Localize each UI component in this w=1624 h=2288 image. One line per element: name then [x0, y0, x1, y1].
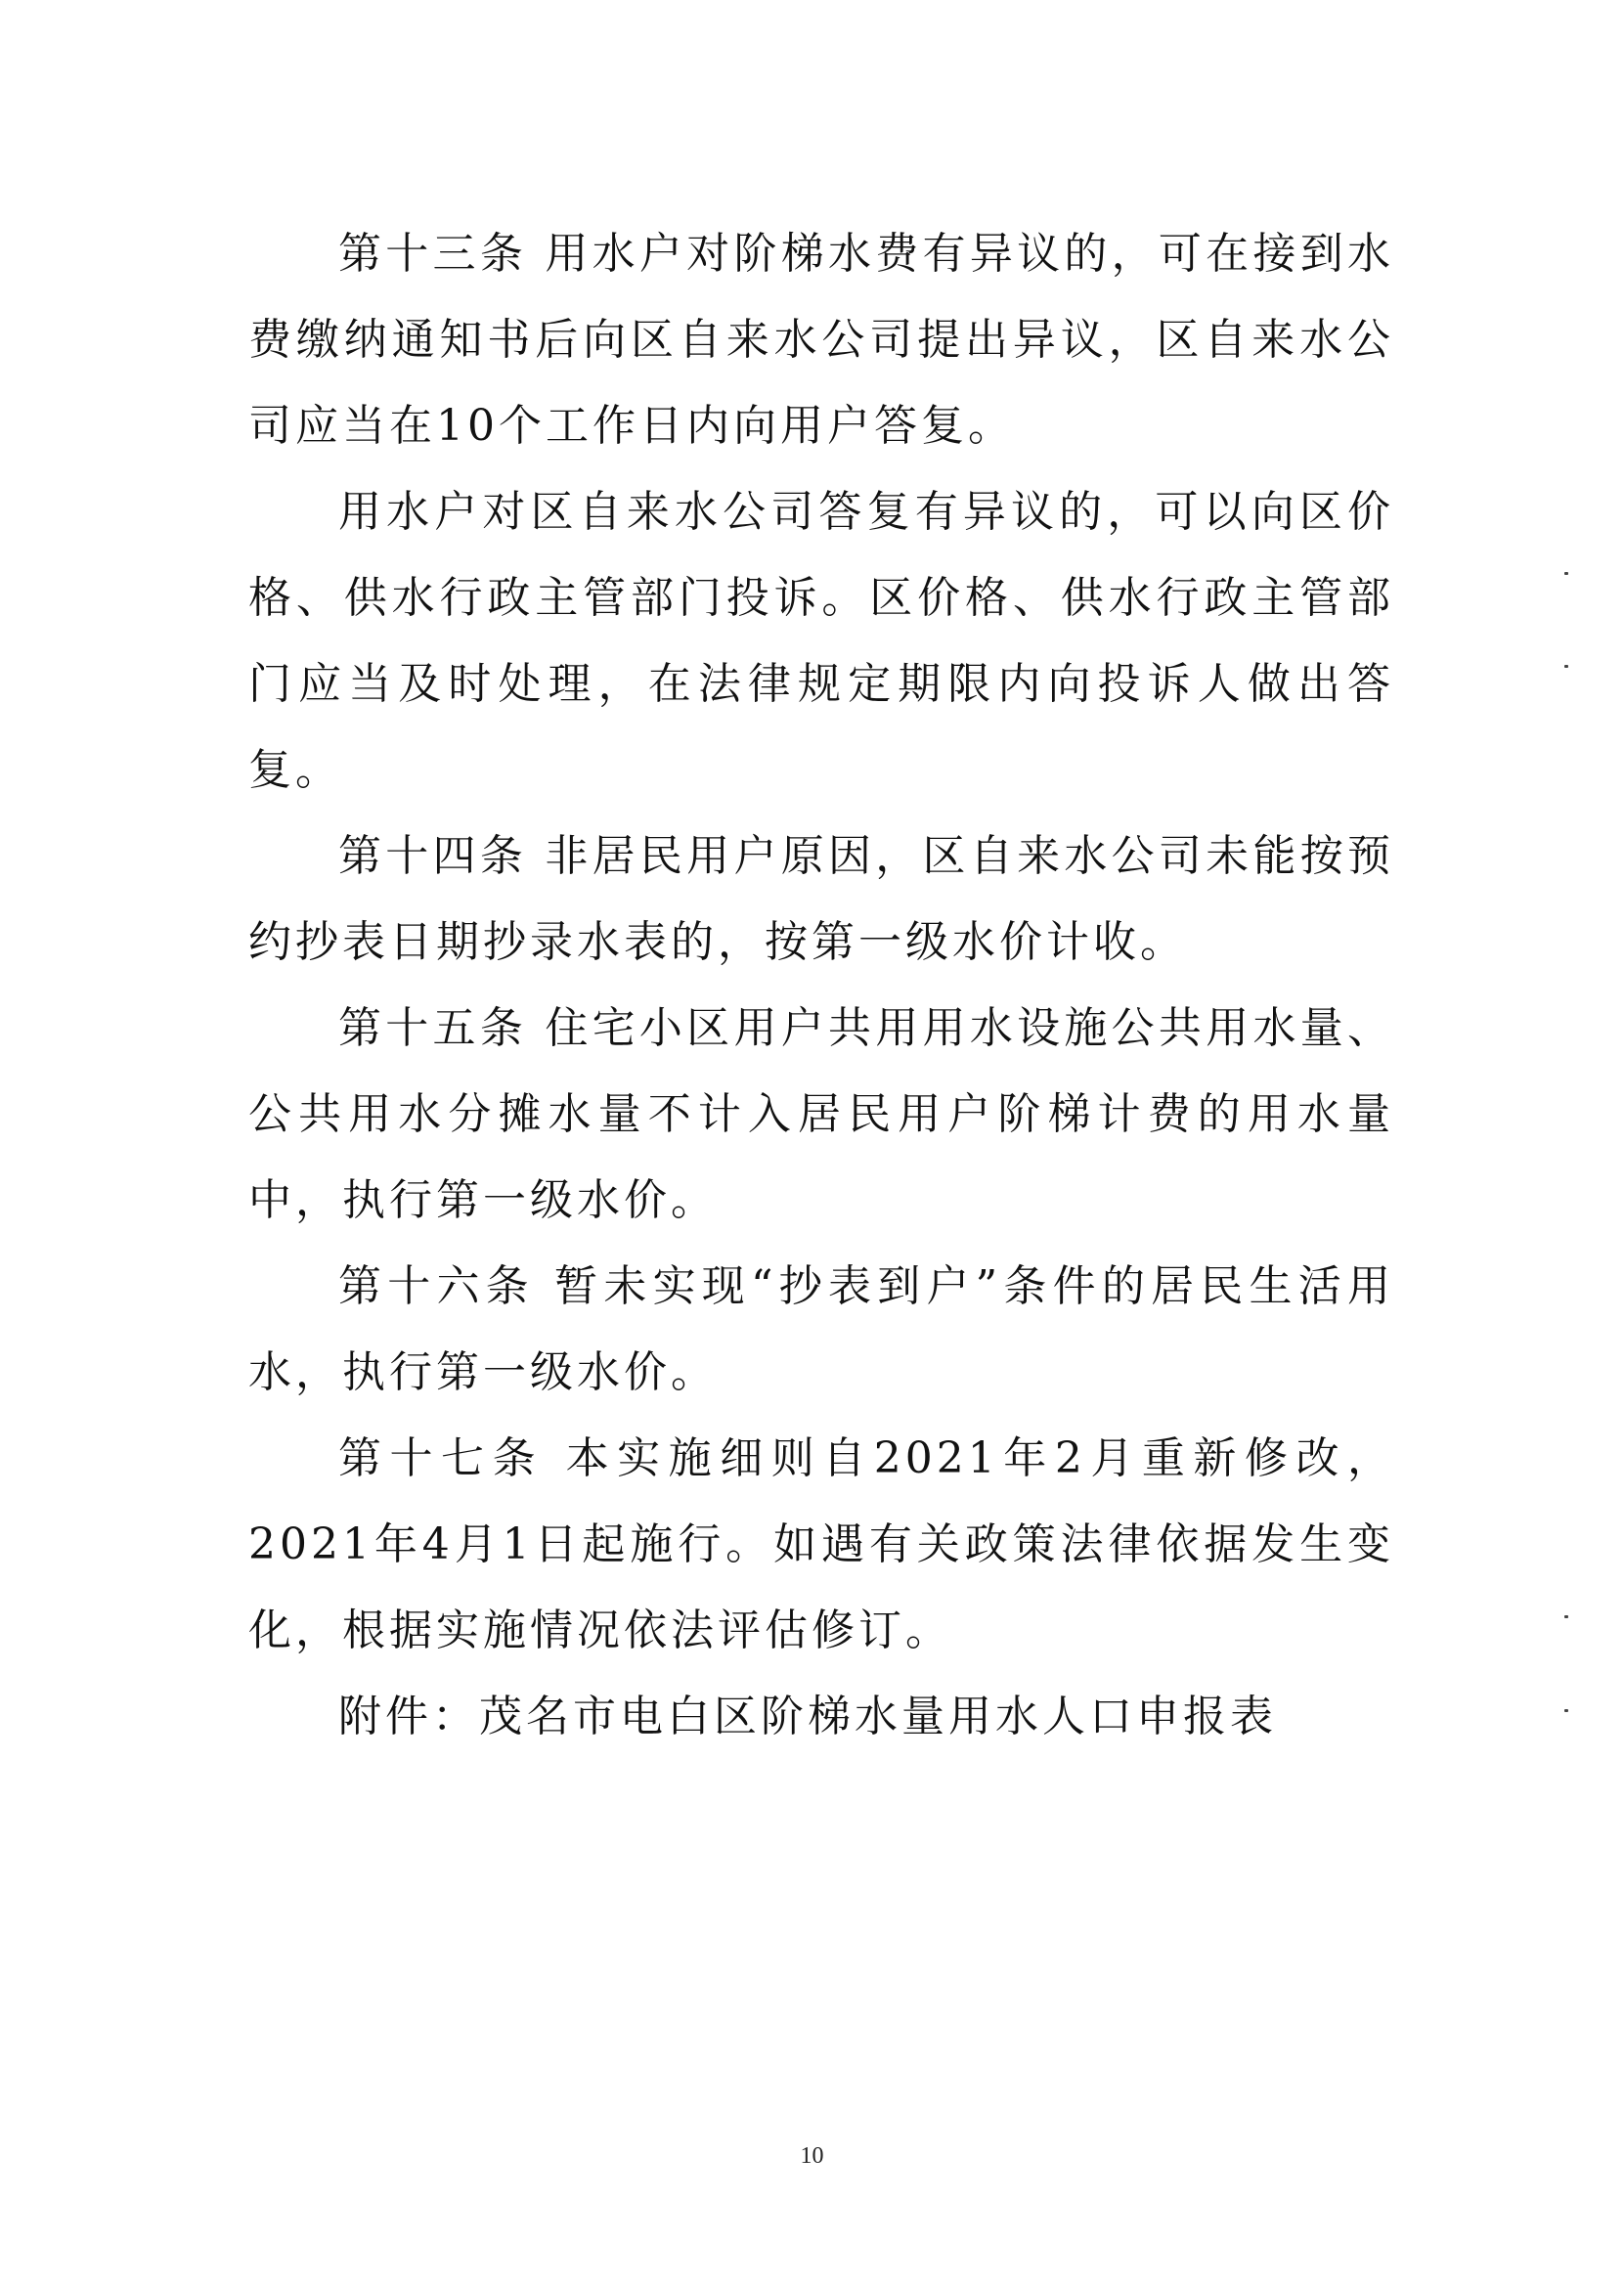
article-13-paragraph: 第十三条 用水户对阶梯水费有异议的，可在接到水费缴纳通知书后向区自来水公司提出异议，区自来水公司应当在10个工作日内向用户答复。 [248, 229, 1394, 451]
article-17-paragraph: 第十七条 本实施细则自2021年2月重新修改，2021年4月1日起施行。如遇有关政策法律依据发生变化，根据实施情况依法评估修订。 [248, 1433, 1394, 1655]
scan-speck [1564, 1615, 1568, 1618]
complaint-paragraph: 用水户对区自来水公司答复有异议的，可以向区价格、供水行政主管部门投诉。区价格、供水行政主管部门应当及时处理，在法律规定期限内向投诉人做出答复。 [248, 487, 1394, 795]
article-15-paragraph: 第十五条 住宅小区用户共用用水设施公共用水量、公共用水分摊水量不计入居民用户阶梯计费的用水量中，执行第一级水价。 [248, 1003, 1394, 1225]
article-14-paragraph: 第十四条 非居民用户原因，区自来水公司未能按预约抄表日期抄录水表的，按第一级水价计收。 [248, 831, 1394, 967]
page-number: 10 [800, 2143, 824, 2169]
scan-speck [1564, 572, 1568, 575]
article-16-paragraph: 第十六条 暂未实现“抄表到户”条件的居民生活用水，执行第一级水价。 [248, 1261, 1394, 1397]
attachment-paragraph: 附件：茂名市电白区阶梯水量用水人口申报表 [338, 1692, 1277, 1741]
scan-speck [1564, 1709, 1568, 1712]
document-body [248, 211, 1394, 1760]
scan-speck [1564, 665, 1568, 668]
